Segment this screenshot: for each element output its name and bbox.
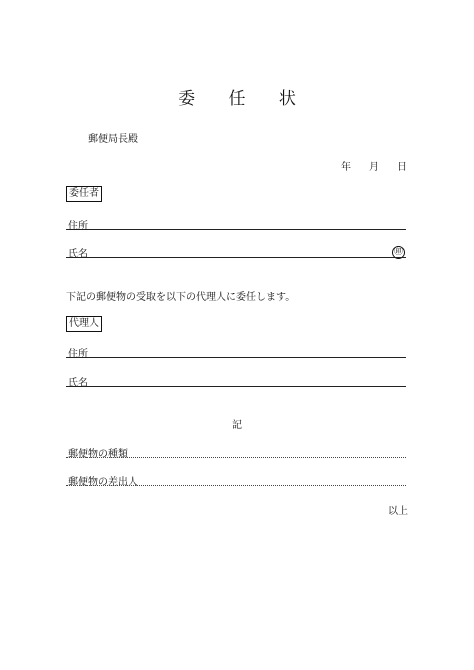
principal-name-line[interactable] bbox=[66, 257, 406, 258]
addressee: 郵便局長殿 bbox=[88, 134, 138, 145]
mail-type-label: 郵便物の種類 bbox=[68, 449, 128, 460]
closing-mark: 以上 bbox=[388, 506, 408, 517]
principal-address-label: 住所 bbox=[68, 221, 88, 232]
principal-name-label: 氏名 bbox=[68, 249, 88, 260]
date-year: 年 bbox=[341, 162, 351, 173]
principal-address-line[interactable] bbox=[66, 229, 406, 230]
mail-type-line[interactable] bbox=[66, 457, 406, 458]
principal-heading: 委任者 bbox=[66, 186, 102, 202]
agent-name-label: 氏名 bbox=[68, 378, 88, 389]
agent-heading: 代理人 bbox=[66, 316, 102, 332]
delegation-statement: 下記の郵便物の受取を以下の代理人に委任します。 bbox=[66, 292, 296, 303]
record-heading: 記 bbox=[232, 420, 242, 431]
agent-address-line[interactable] bbox=[66, 357, 406, 358]
sender-label: 郵便物の差出人 bbox=[68, 477, 138, 488]
document-title: 委 任 状 bbox=[178, 89, 310, 109]
seal-mark-icon: ㊞ bbox=[393, 247, 403, 257]
agent-address-label: 住所 bbox=[68, 349, 88, 360]
agent-name-line[interactable] bbox=[66, 386, 406, 387]
date-day: 日 bbox=[397, 162, 407, 173]
date-month: 月 bbox=[369, 162, 379, 173]
sender-line[interactable] bbox=[66, 485, 406, 486]
